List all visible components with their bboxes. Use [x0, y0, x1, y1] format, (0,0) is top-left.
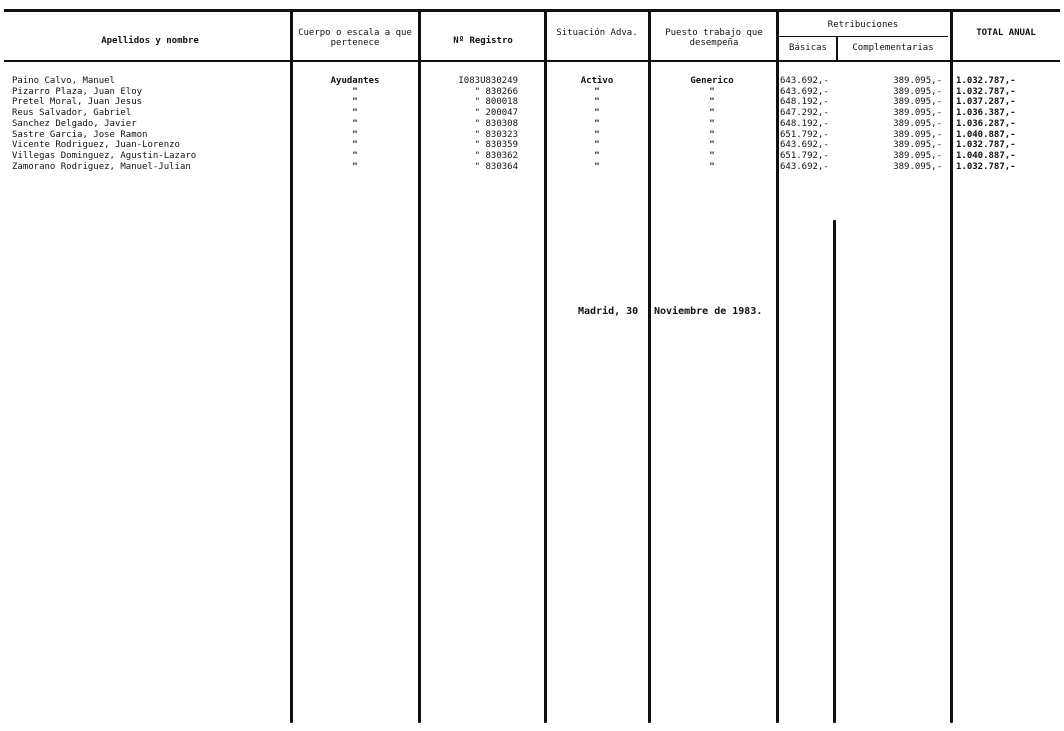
cell-name: Sastre Garcia, Jose Ramon: [12, 129, 148, 140]
cell-cuerpo: ": [352, 150, 358, 161]
place-date-part-2: Noviembre de 1983.: [654, 306, 763, 317]
cell-cuerpo: ": [352, 129, 358, 140]
cell-basicas: 643.692,-: [780, 140, 829, 151]
cell-cuerpo: ": [352, 97, 358, 108]
cell-situacion: ": [594, 150, 600, 161]
cell-puesto: ": [709, 140, 715, 151]
cell-complementarias: 389.095,-: [893, 161, 942, 172]
cell-total: 1.036.387,-: [956, 108, 1016, 119]
cell-total: 1.036.287,-: [956, 118, 1016, 129]
cell-puesto: ": [709, 108, 715, 119]
cell-complementarias: 389.095,-: [893, 86, 942, 97]
cell-basicas: 648.192,-: [780, 118, 829, 129]
cell-puesto: Generico: [690, 76, 734, 86]
cell-complementarias: 389.095,-: [893, 76, 942, 86]
cell-situacion: ": [594, 86, 600, 97]
cell-complementarias: 389.095,-: [893, 97, 942, 108]
cell-registro: " 830266: [474, 86, 518, 97]
cell-complementarias: 389.095,-: [893, 140, 942, 151]
table-top-rule: [4, 9, 1060, 12]
cell-situacion: Activo: [580, 76, 614, 86]
cell-total: 1.032.787,-: [956, 161, 1016, 172]
cell-cuerpo: ": [352, 140, 358, 151]
cell-situacion: ": [594, 97, 600, 108]
cell-situacion: ": [594, 118, 600, 129]
header-total: TOTAL ANUAL: [976, 28, 1036, 38]
cell-basicas: 643.692,-: [780, 86, 829, 97]
column-divider: [544, 10, 547, 723]
cell-complementarias: 389.095,-: [893, 150, 942, 161]
cell-puesto: ": [709, 129, 715, 140]
cell-basicas: 651.792,-: [780, 150, 829, 161]
column-divider: [950, 10, 953, 723]
cell-puesto: ": [709, 150, 715, 161]
cell-registro: " 830323: [474, 129, 518, 140]
cell-name: Vicente Rodriguez, Juan-Lorenzo: [12, 140, 180, 151]
cell-situacion: ": [594, 108, 600, 119]
cell-situacion: ": [594, 140, 600, 151]
cell-name: Pizarro Plaza, Juan Eloy: [12, 86, 143, 97]
cell-total: 1.040.887,-: [956, 150, 1016, 161]
header-basicas: Básicas: [789, 43, 827, 53]
cell-complementarias: 389.095,-: [893, 129, 942, 140]
cell-registro: " 830359: [474, 140, 518, 151]
header-registro: Nº Registro: [453, 36, 513, 46]
column-divider: [776, 10, 779, 723]
header-cuerpo: Cuerpo o escala a que pertenece: [298, 28, 412, 48]
header-name: Apellidos y nombre: [101, 36, 199, 46]
cell-basicas: 643.692,-: [780, 161, 829, 172]
cell-registro: " 830308: [474, 118, 518, 129]
cell-registro: " 200047: [474, 108, 518, 119]
cell-name: Reus Salvador, Gabriel: [12, 108, 132, 119]
cell-basicas: 647.292,-: [780, 108, 829, 119]
header-retribuciones: Retribuciones: [827, 20, 899, 30]
cell-name: Villegas Dominguez, Agustin-Lazaro: [12, 150, 197, 161]
cell-puesto: ": [709, 97, 715, 108]
header-puesto: Puesto trabajo que desempeña: [665, 28, 763, 48]
cell-name: Paino Calvo, Manuel: [12, 76, 115, 86]
cell-basicas: 643.692,-: [780, 76, 829, 86]
cell-puesto: ": [709, 161, 715, 172]
cell-complementarias: 389.095,-: [893, 108, 942, 119]
cell-cuerpo: Ayudantes: [330, 76, 380, 86]
cell-name: Zamorano Rodriguez, Manuel-Julian: [12, 161, 191, 172]
place-date-part-1: Madrid, 30: [578, 306, 639, 317]
retribuciones-sub-divider: [836, 36, 838, 60]
cell-total: 1.037.287,-: [956, 97, 1016, 108]
cell-total: 1.040.887,-: [956, 129, 1016, 140]
cell-name: Sanchez Delgado, Javier: [12, 118, 137, 129]
cell-registro: " 800018: [474, 97, 518, 108]
column-divider: [833, 220, 836, 723]
cell-puesto: ": [709, 118, 715, 129]
cell-puesto: ": [709, 86, 715, 97]
column-divider: [290, 10, 293, 723]
cell-total: 1.032.787,-: [956, 76, 1016, 86]
cell-registro: " 830362: [474, 150, 518, 161]
cell-registro: I083U830249: [458, 76, 518, 86]
cell-cuerpo: ": [352, 161, 358, 172]
cell-basicas: 651.792,-: [780, 129, 829, 140]
cell-name: Pretel Moral, Juan Jesus: [12, 97, 143, 108]
column-divider: [418, 10, 421, 723]
cell-basicas: 648.192,-: [780, 97, 829, 108]
header-complementarias: Complementarias: [852, 43, 934, 53]
cell-complementarias: 389.095,-: [893, 118, 942, 129]
header-separator-rule: [4, 60, 1060, 62]
cell-registro: " 830364: [474, 161, 518, 172]
column-divider: [648, 10, 651, 723]
cell-situacion: ": [594, 161, 600, 172]
cell-total: 1.032.787,-: [956, 140, 1016, 151]
retribuciones-sub-rule: [778, 36, 948, 37]
header-situacion: Situación Adva.: [556, 28, 638, 38]
cell-cuerpo: ": [352, 118, 358, 129]
cell-cuerpo: ": [352, 108, 358, 119]
cell-situacion: ": [594, 129, 600, 140]
cell-total: 1.032.787,-: [956, 86, 1016, 97]
cell-cuerpo: ": [352, 86, 358, 97]
